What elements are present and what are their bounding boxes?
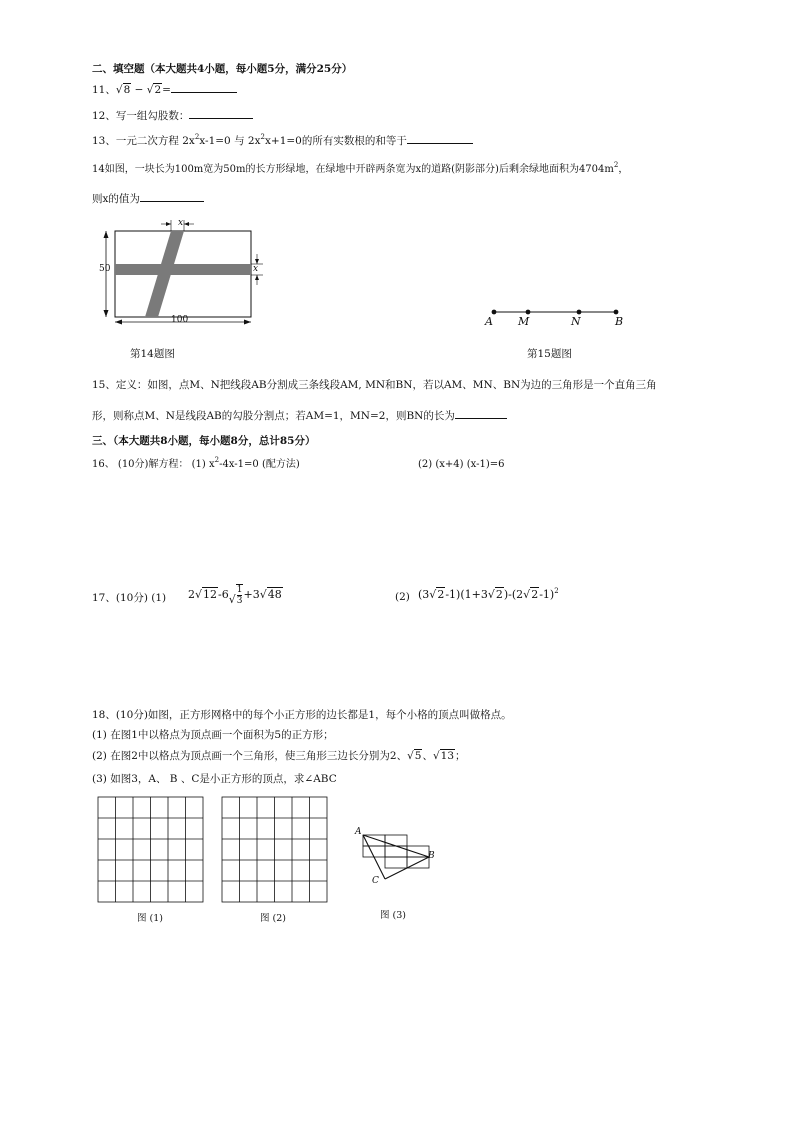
figure-15 xyxy=(485,305,625,325)
q14-line2-text: 则x的值为 xyxy=(92,193,140,205)
q14-comma: ， xyxy=(618,164,629,175)
q11-equals: = xyxy=(162,84,171,96)
q14-answer-blank[interactable] xyxy=(140,191,204,202)
point-b xyxy=(614,310,619,315)
q15-line2-text: 形，则称点M、N是线段AB的勾股分割点；若AM=1，MN=2，则BN的长为 xyxy=(92,410,455,422)
fig3-label-c: C xyxy=(372,876,379,886)
q16-score: (10分)解方程： xyxy=(117,459,189,470)
question-17-head: 17、(10分) (1) xyxy=(92,592,167,604)
point-a xyxy=(492,310,497,315)
question-14-line-1 xyxy=(92,163,628,177)
q15-answer-blank[interactable] xyxy=(455,408,507,419)
fig14-caption: 第14题图 xyxy=(130,348,175,360)
point-m xyxy=(526,310,531,315)
question-13 xyxy=(92,133,473,148)
question-15-line-1: 15、定义：如图，点M、N把线段AB分割成三条线段AM, MN和BN，若以AM、MN、BN为边的三角形是一个直角三角 xyxy=(92,379,657,391)
q17-part-2-label: (2) xyxy=(395,591,410,603)
question-18-line-2: (1) 在图1中以格点为顶点画一个面积为5的正方形； xyxy=(92,729,334,741)
grid2-caption: 图 (2) xyxy=(260,913,286,924)
question-12 xyxy=(92,108,253,123)
q11-sqrt-8: √8 xyxy=(115,84,131,96)
q14-exp: 2 xyxy=(613,161,619,169)
label-b: B xyxy=(615,315,624,328)
section2-heading: 二、填空题（本大题共4小题，每小题5分，满分25分） xyxy=(92,63,353,75)
q16-exp: 2 xyxy=(214,456,220,464)
label-m: M xyxy=(518,315,530,328)
label-a: A xyxy=(485,315,493,328)
fig3-label-a: A xyxy=(355,827,362,837)
q16-part1-post: -4x-1=0 (配方法) xyxy=(219,459,300,470)
q11-sqrt-2: √2 xyxy=(146,84,162,96)
q16-part1-pre: (1) x xyxy=(191,459,215,470)
q13-post: x+1=0的所有实数根的和等于 xyxy=(264,135,407,147)
q17-part-2-expression: $(3√2-1)(1+3√2)-(2√2-1)^2$ xyxy=(418,587,559,601)
fig14-x-top-label: x xyxy=(178,218,184,228)
label-n: N xyxy=(571,315,581,328)
q13-exp-1: 2 xyxy=(194,133,200,141)
q13-mid: x-1=0 与 2x xyxy=(199,135,261,147)
question-14-line-2 xyxy=(92,191,204,206)
section3-heading: 三、（本大题共8小题，每小题8分，总计85分） xyxy=(92,435,316,447)
q17-part-1-expression: 2√12-6√ $\frac{1}{3}$ +3√48 xyxy=(188,585,282,606)
q13-pre: 13、一元二次方程 2x xyxy=(92,135,195,147)
grid-figure-2[interactable] xyxy=(221,796,331,906)
fig3-label-b: B xyxy=(428,851,435,861)
figure-14 xyxy=(95,218,270,330)
question-16-part-2: (2) (x+4) (x-1)=6 xyxy=(418,459,505,470)
fig14-width-label: 100 xyxy=(171,315,189,325)
question-16 xyxy=(92,458,300,472)
fig14-x-right-label: x xyxy=(253,264,259,274)
q11-answer-blank[interactable] xyxy=(171,82,237,93)
q11-number: 11、 xyxy=(92,84,116,96)
fig14-height-label: 50 xyxy=(99,264,111,274)
q12-text: 12、写一组勾股数： xyxy=(92,110,190,122)
question-15-line-2 xyxy=(92,408,507,423)
q14-text: 14如图，一块长为100m宽为50m的长方形绿地，在绿地中开辟两条宽为x的道路(阴影部分)后剩余绿地面积为4704m xyxy=(92,164,614,175)
q12-answer-blank[interactable] xyxy=(189,108,253,119)
fig15-caption: 第15题图 xyxy=(527,348,572,360)
fig14-horizontal-road xyxy=(115,264,251,275)
question-11: 11、√8 − √2= xyxy=(92,82,237,97)
question-18-line-3: (2) 在图2中以格点为顶点画一个三角形，使三角形三边长分别为2、√5、√13； xyxy=(92,750,466,762)
grid1-caption: 图 (1) xyxy=(137,913,163,924)
q13-exp-2: 2 xyxy=(260,133,265,141)
grid-figure-1[interactable] xyxy=(97,796,207,906)
q13-answer-blank[interactable] xyxy=(407,133,473,144)
point-n xyxy=(577,310,582,315)
fig3-caption: 图 (3) xyxy=(380,910,406,921)
q16-number: 16、 xyxy=(92,459,115,470)
question-18-line-1: 18、(10分)如图，正方形网格中的每个小正方形的边长都是1，每个小格的顶点叫做格点。 xyxy=(92,709,512,721)
question-18-line-4: (3) 如图3，A、 B 、C是小正方形的顶点，求∠ABC xyxy=(92,773,337,785)
